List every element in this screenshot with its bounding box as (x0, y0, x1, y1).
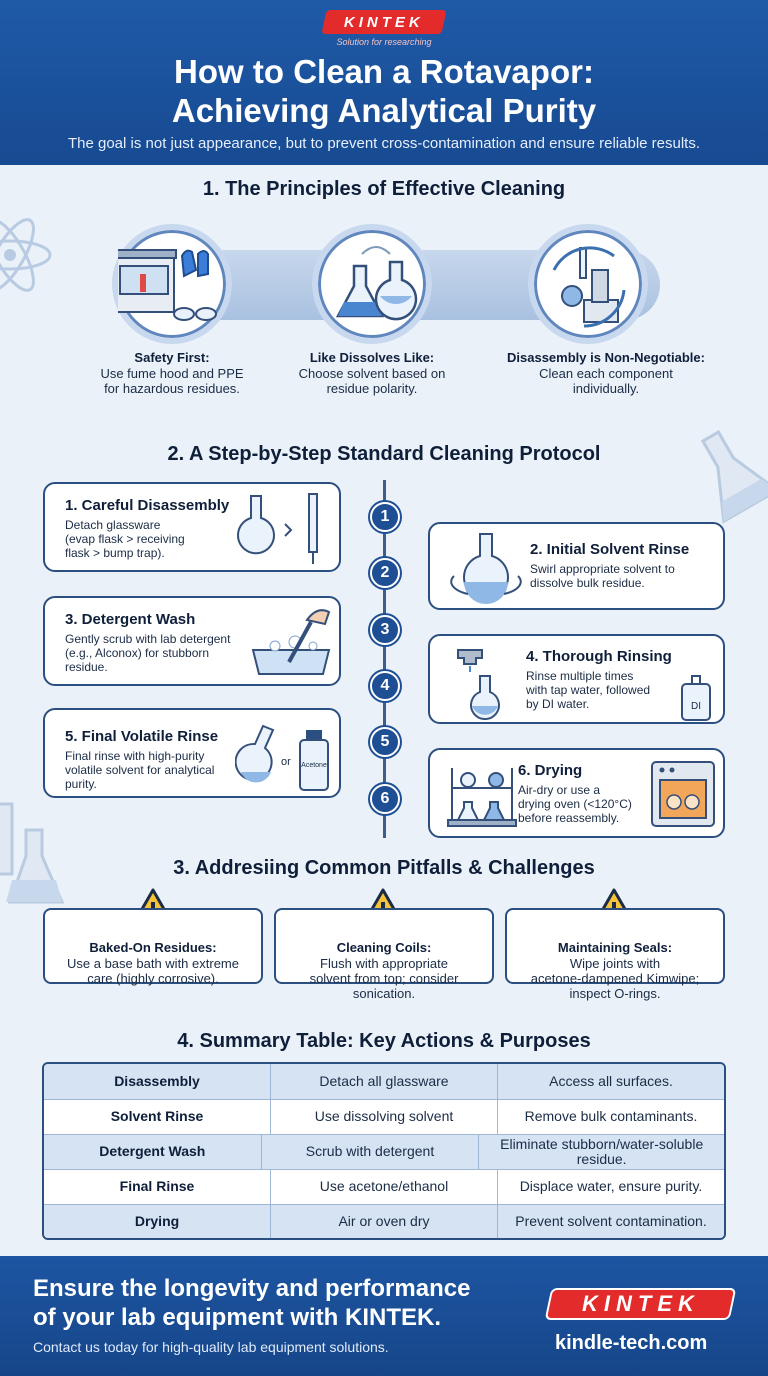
step-desc-line: Rinse multiple times (526, 669, 634, 683)
table-row (44, 1204, 724, 1239)
pitfall-card-coils (274, 908, 494, 1001)
table-cell-purpose: Prevent solvent contamination. (515, 1213, 707, 1229)
table-cell-purpose: Remove bulk contaminants. (524, 1108, 698, 1124)
step-desc (65, 518, 185, 560)
principle-title-dissolves: Like Dissolves Like: (309, 350, 435, 365)
table-cell-action: Scrub with detergent (262, 1134, 480, 1169)
footer-subtext: Contact us today for high-quality lab equipment solutions. (33, 1339, 389, 1355)
pitfall-title: Maintaining Seals: (557, 940, 673, 955)
table-row (44, 1064, 724, 1099)
table-cell-key: Disassembly (44, 1064, 271, 1099)
table-divider (44, 1204, 724, 1205)
step-number-4: 4 (370, 671, 400, 701)
summary-table (42, 1062, 726, 1240)
step-desc (530, 562, 675, 590)
table-divider (44, 1169, 724, 1170)
step-desc-line: Air-dry or use a (518, 783, 601, 797)
acetone-bottle-icon (297, 728, 331, 792)
footer-kintek-logo[interactable] (545, 1288, 737, 1320)
pitfall-card-baked (43, 908, 263, 984)
pitfall-desc-line: sonication. (352, 986, 416, 1001)
summary-heading: 4. Summary Table: Key Actions & Purposes (177, 1030, 591, 1052)
step-desc-line: Final rinse with high-purity (65, 749, 205, 763)
flask-decoration-icon (700, 420, 768, 530)
di-water-bottle-icon (678, 670, 714, 722)
step-number-2: 2 (370, 558, 400, 588)
pitfall-desc (49, 956, 257, 986)
table-row (44, 1169, 724, 1204)
desc-line: Choose solvent based on (298, 366, 446, 381)
step-number-1: 1 (370, 502, 400, 532)
pitfall-desc-line: inspect O-rings. (569, 986, 661, 1001)
header-banner (0, 0, 768, 165)
step-card-5 (43, 708, 341, 798)
pitfall-desc-line: acetone-dampened Kimwipe; (530, 971, 700, 986)
principle-desc-disassembly (506, 366, 706, 396)
principle-title-safety: Safety First: (134, 350, 210, 365)
flask-decoration-left-icon (0, 800, 70, 910)
rotavapor-icon (534, 230, 642, 338)
step-desc-line: (evap flask > receiving (65, 532, 185, 546)
step-desc-line: Swirl appropriate solvent to (530, 562, 675, 576)
step-desc (65, 632, 230, 674)
pitfall-desc (280, 956, 488, 1001)
step-number-5: 5 (370, 727, 400, 757)
table-cell-key: Final Rinse (44, 1169, 271, 1204)
pitfall-desc-line: Wipe joints with (569, 956, 661, 971)
step-desc-line: residue. (65, 660, 108, 674)
drying-rack-icon (444, 758, 520, 832)
table-cell-key: Solvent Rinse (44, 1099, 271, 1134)
footer-banner (0, 1256, 768, 1376)
step-card-1 (43, 482, 341, 572)
table-divider (44, 1099, 724, 1100)
step-desc-line: Gently scrub with lab detergent (65, 632, 231, 646)
pitfalls-heading: 3. Addresiing Common Pitfalls & Challenges (173, 857, 595, 879)
detergent-wash-icon (245, 602, 339, 682)
disassembly-glassware-icon (233, 490, 333, 568)
step-desc-line: purity. (65, 777, 97, 791)
step-desc-line: with tap water, followed (526, 683, 651, 697)
table-cell-action: Air or oven dry (271, 1204, 498, 1239)
step-desc-line: (e.g., Alconox) for stubborn (65, 646, 210, 660)
principle-desc-safety (72, 366, 272, 396)
principle-title-disassembly: Disassembly is Non-Negotiable: (507, 350, 705, 365)
footer-website-link[interactable]: kindle-tech.com (555, 1332, 708, 1354)
table-cell-purpose: Eliminate stubborn/water-soluble residue. (500, 1135, 704, 1167)
pitfall-desc-line: care (highly corrosive). (87, 971, 219, 986)
step-desc (526, 669, 650, 711)
step-desc-line: flask > bump trap). (65, 546, 165, 560)
step-title: 1. Careful Disassembly (65, 497, 230, 514)
footer-headline-line: of your lab equipment with KINTEK. (33, 1304, 441, 1331)
table-cell-purpose: Displace water, ensure purity. (519, 1178, 703, 1194)
flasks-icon (318, 230, 426, 338)
step-desc-line: Detach glassware (65, 518, 161, 532)
desc-line: Use fume hood and PPE (100, 366, 244, 381)
step-title: 5. Final Volatile Rinse (65, 728, 219, 745)
step-desc (518, 783, 632, 825)
desc-line: for hazardous residues. (104, 381, 240, 396)
pitfall-desc-line: Use a base bath with extreme (67, 956, 239, 971)
table-cell-key: Drying (44, 1204, 271, 1239)
acetone-label: Acetone (301, 762, 327, 769)
pitfall-card-seals (505, 908, 725, 1001)
step-desc-line: by DI water. (526, 697, 590, 711)
pitfall-desc-line: Flush with appropriate (320, 956, 448, 971)
protocol-heading: 2. A Step-by-Step Standard Cleaning Protocol (167, 443, 601, 465)
step-desc-line: dissolve bulk residue. (530, 576, 645, 590)
step-number-3: 3 (370, 615, 400, 645)
table-cell-action: Use dissolving solvent (271, 1099, 498, 1134)
table-cell-key: Detergent Wash (44, 1134, 262, 1169)
principle-circle-dissolves (312, 224, 432, 344)
table-divider (44, 1134, 724, 1135)
desc-line: individually. (572, 381, 640, 396)
step-desc-line: drying oven (<120°C) (518, 797, 632, 811)
footer-headline (33, 1274, 553, 1332)
tap-water-flask-icon (452, 640, 522, 722)
title-line-2: Achieving Analytical Purity (171, 92, 597, 129)
table-row (44, 1099, 724, 1134)
step-desc-line: volatile solvent for analytical (65, 763, 215, 777)
principles-heading: 1. The Principles of Effective Cleaning (202, 178, 566, 200)
principle-desc-dissolves (272, 366, 472, 396)
step-card-3 (43, 596, 341, 686)
di-label: DI (691, 701, 701, 712)
pitfall-title: Cleaning Coils: (336, 940, 432, 955)
or-label: or (281, 756, 291, 768)
brand-name: KINTEK (344, 13, 424, 31)
page-subtitle: The goal is not just appearance, but to prevent cross-contamination and ensure reliable results. (67, 135, 701, 152)
solvent-rinse-flask-icon (442, 530, 532, 606)
step-card-4 (428, 634, 725, 724)
principle-circle-disassembly (528, 224, 648, 344)
page-title (0, 52, 768, 130)
footer-brand-name: KINTEK (581, 1291, 700, 1316)
drying-oven-icon (648, 758, 718, 832)
desc-line: Clean each component (539, 366, 673, 381)
volatile-rinse-flask-icon (235, 720, 287, 794)
fume-hood-ppe-icon (118, 230, 226, 338)
kintek-logo (321, 10, 446, 34)
pitfall-desc (511, 956, 719, 1001)
pitfall-desc-line: solvent from top; consider (309, 971, 459, 986)
step-title: 6. Drying (518, 762, 583, 779)
step-number-6: 6 (370, 784, 400, 814)
footer-headline-line: Ensure the longevity and performance (33, 1275, 471, 1302)
step-title: 4. Thorough Rinsing (526, 648, 672, 665)
principle-circle-safety (112, 224, 232, 344)
step-desc (65, 749, 214, 791)
atom-icon (0, 200, 60, 310)
table-cell-action: Use acetone/ethanol (271, 1169, 498, 1204)
table-cell-purpose: Access all surfaces. (549, 1073, 673, 1089)
pitfall-title: Baked-On Residues: (89, 940, 217, 955)
brand-tagline: Solution for researching (336, 37, 432, 47)
title-line-1: How to Clean a Rotavapor: (174, 53, 594, 90)
table-row (44, 1134, 724, 1169)
table-cell-action: Detach all glassware (271, 1064, 498, 1099)
step-title: 3. Detergent Wash (65, 611, 196, 628)
desc-line: residue polarity. (326, 381, 418, 396)
step-desc-line: before reassembly. (518, 811, 620, 825)
step-title: 2. Initial Solvent Rinse (530, 541, 690, 558)
step-card-2 (428, 522, 725, 610)
step-card-6 (428, 748, 725, 838)
